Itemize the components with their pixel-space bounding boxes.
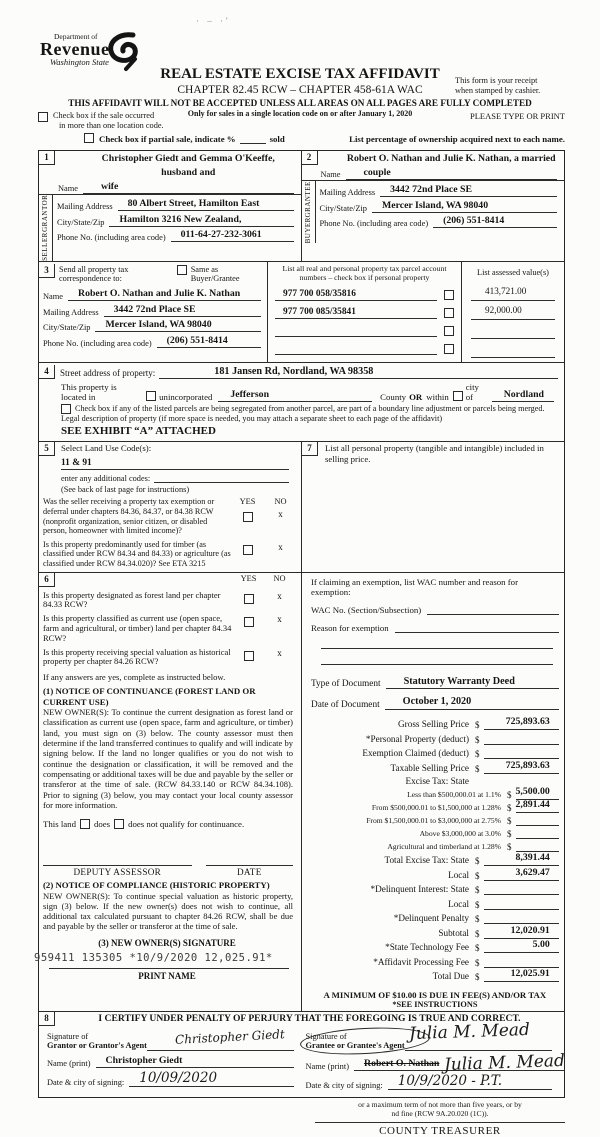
s6-q3-no-mark: x <box>277 647 282 658</box>
tax-label: Subtotal <box>438 927 469 938</box>
section-3 <box>39 261 564 362</box>
assessed-values <box>462 262 564 362</box>
section-8 <box>39 1011 564 1097</box>
dollar-sign: $ <box>475 856 480 867</box>
dollar-sign: $ <box>507 841 512 852</box>
perjury-statement: I CERTIFY UNDER PENALTY OF PERJURY THAT THE FOREGOING IS TRUE AND CORRECT. <box>98 1013 521 1025</box>
parcel-number: 977 700 058/35816 <box>275 288 437 301</box>
does-not-label: does not qualify for continuance. <box>128 819 245 830</box>
dollar-sign: $ <box>507 815 512 826</box>
see-instructions: *SEE INSTRUCTIONS <box>392 1000 478 1010</box>
s5-q2-no-mark: x <box>278 541 283 552</box>
seller-phone-value: 011-64-27-232-3061 <box>171 229 294 242</box>
street-address-value: 181 Jansen Rd, Nordland, WA 98358 <box>159 365 558 379</box>
s6-question-2: Is this property classified as current use (open space, farm and agricultural, or timber) land per chapter 84.34 RCW? <box>43 613 232 643</box>
checkbox-s6-q3-yes <box>244 651 254 661</box>
partial-sale-sold-label: sold <box>269 134 285 144</box>
logo-line1: Department of <box>54 32 98 41</box>
city-of-label: city of <box>465 381 479 402</box>
grantor-signature-handwriting: Christopher Giedt <box>174 1027 286 1047</box>
seller-side-label-2: GRANTOR <box>41 195 50 233</box>
s5-no-header: NO <box>274 497 287 507</box>
receipt-note-line2: when stamped by cashier. <box>455 86 541 95</box>
grantor-date-label: Date & city of signing: <box>47 1078 125 1088</box>
treasurer-line <box>315 1119 565 1123</box>
legal-description-label: Legal description of property (if more space is needed, you may attach a separate sheet to each page of the affidavit) <box>61 413 443 423</box>
tax-label: *Delinquent Interest: State <box>370 884 469 895</box>
correspondence-intro: Send all property tax correspondence to: <box>59 264 129 284</box>
logo-line2: Revenue <box>40 39 110 59</box>
deputy-assessor-line <box>43 855 192 866</box>
tax-label: Local <box>448 898 469 909</box>
notice-continuance-title: (1) NOTICE OF CONTINUANCE (FOREST LAND OR CURRENT USE) <box>43 686 256 707</box>
tax-label: Gross Selling Price <box>398 719 469 730</box>
dollar-sign: $ <box>475 885 480 896</box>
tax-computation-table <box>311 716 559 983</box>
tax-label: Less than $500,000.01 at 1.1% <box>407 789 501 799</box>
percent-sold-blank <box>240 134 266 144</box>
s5-q1-no-mark: x <box>278 509 283 520</box>
section-5-7 <box>39 441 564 571</box>
grantor-sig-label-1: Signature of <box>47 1031 89 1041</box>
tax-value: 725,893.63 <box>505 759 550 771</box>
tax-label: Taxable Selling Price <box>390 762 469 773</box>
section-1-number: 1 <box>39 151 55 165</box>
seller-side-label <box>39 195 53 261</box>
parcel-header-line2: numbers – check box if personal property <box>299 272 430 282</box>
corr-name-value: Robert O. Nathan and Julie K. Nathan <box>68 288 261 301</box>
dor-logo-text <box>40 32 110 67</box>
date-of-document-value: October 1, 2020 <box>385 696 559 710</box>
county-value: Jefferson <box>218 389 372 402</box>
tax-label: From $500,000.01 to $1,500,000 at 1.28% <box>371 802 501 812</box>
assessed-value: 413,721.00 <box>471 284 555 301</box>
dollar-sign: $ <box>475 720 480 731</box>
assessed-header: List assessed value(s) <box>477 267 549 277</box>
cashier-stamp: 959411 135305 *10/9/2020 12,025.91* <box>34 952 273 964</box>
or-label: OR <box>409 391 423 402</box>
additional-codes-label: enter any additional codes: <box>61 474 151 484</box>
type-of-document-value: Statutory Warranty Deed <box>386 676 559 690</box>
county-label: County <box>380 391 407 402</box>
tax-label: *State Technology Fee <box>385 942 469 953</box>
buyer-city-label: City/State/Zip <box>319 203 367 213</box>
checkbox-unincorporated <box>146 391 156 401</box>
section-6 <box>39 573 302 1012</box>
seller-phone-label: Phone No. (including area code) <box>57 233 166 242</box>
does-label: does <box>93 819 111 830</box>
tax-label: *Delinquent Penalty <box>393 913 469 924</box>
penalty-fragment-2: nd fine (RCW 9A.20.020 (1C)). <box>391 1108 489 1118</box>
checkbox-personal-property-3 <box>444 326 454 336</box>
checkbox-personal-property-2 <box>444 308 454 318</box>
print-name-label: PRINT NAME <box>138 970 196 981</box>
checkbox-same-as-buyer <box>177 265 187 275</box>
checkbox-s6-q1-yes <box>244 594 254 604</box>
tax-value: 8,391.44 <box>515 852 550 864</box>
section-5-number: 5 <box>39 442 55 456</box>
s5-question-1: Was the seller receiving a property tax exemption or deferral under chapters 84.36, 84.37, or 84.38 RCW (nonprofit organization, senior citizen, or disabled person, homeowner with limited income)? <box>43 497 215 536</box>
checkbox-partial-sale <box>84 133 94 143</box>
parcel-row <box>275 338 454 355</box>
grantee-sig-label-1: Signature of <box>305 1031 347 1041</box>
receipt-note-line1: This form is your receipt <box>455 76 538 85</box>
buyer-mailing-label: Mailing Address <box>319 188 376 197</box>
section-4 <box>39 362 564 442</box>
city-value: Nordland <box>492 389 554 402</box>
tax-value: 5,500.00 <box>515 785 550 797</box>
s6-q2-no-mark: x <box>277 614 282 625</box>
deputy-assessor-label: DEPUTY ASSESSOR <box>73 867 162 878</box>
deputy-date-label: DATE <box>236 867 262 878</box>
corr-city-label: City/State/Zip <box>43 323 91 333</box>
dollar-sign: $ <box>475 928 480 939</box>
checkbox-s5-q1-yes <box>243 512 253 522</box>
assessed-value: 92,000.00 <box>471 303 555 320</box>
corr-phone-value: (206) 551-8414 <box>157 335 261 348</box>
section-8-number: 8 <box>39 1012 55 1026</box>
seller-name-label: Name <box>58 184 78 193</box>
dollar-sign: $ <box>475 763 480 774</box>
buyer-side-label-2: GRANTEE <box>303 181 312 218</box>
corr-name-label: Name <box>43 292 63 302</box>
tax-label: *Affidavit Processing Fee <box>373 956 469 967</box>
reason-blank-2 <box>321 636 553 649</box>
parcel-row <box>275 302 454 319</box>
tax-label: Local <box>448 869 469 880</box>
tax-label: Total Excise Tax: State <box>384 855 469 866</box>
dollar-sign: $ <box>475 734 480 745</box>
corr-mailing-value: 3442 72nd Place SE <box>104 304 261 317</box>
s6-q1-no-mark: x <box>277 590 282 601</box>
buyer-phone-label: Phone No. (including area code) <box>319 219 429 228</box>
checkbox-s5-q2-yes <box>243 545 253 555</box>
street-address-label: Street address of property: <box>60 367 156 378</box>
dollar-sign: $ <box>507 789 512 800</box>
dollar-sign: $ <box>475 943 480 954</box>
seller-mailing-label: Mailing Address <box>57 202 113 211</box>
form-subtitle: CHAPTER 82.45 RCW – CHAPTER 458-61A WAC <box>177 84 423 96</box>
grantor-signature-block <box>41 1028 300 1093</box>
segregated-text: Check box if any of the listed parcels are being segregated from another parcel, are part of a boundary line adjustment or parcels being merged. <box>75 403 545 413</box>
buyer-name-label: Name <box>320 170 341 179</box>
section-1-2 <box>39 151 564 261</box>
form-title: REAL ESTATE EXCISE TAX AFFIDAVIT <box>160 66 440 82</box>
parcel-row <box>275 284 454 301</box>
grantee-signature-block <box>300 1019 566 1093</box>
parcel-number: 977 700 085/35841 <box>275 306 437 319</box>
buyer-mailing-value: 3442 72nd Place SE <box>380 184 557 197</box>
corr-phone-label: Phone No. (including area code) <box>43 338 152 348</box>
parcel-number <box>275 336 437 337</box>
section-7 <box>302 442 564 571</box>
qualify-pre: This land <box>43 819 76 830</box>
within-label: within <box>426 391 449 402</box>
s6-no-header: NO <box>273 573 286 583</box>
grantor-print-value: Christopher Giedt <box>96 1055 294 1068</box>
seller-name-line1: Christopher Giedt and Gemma O'Keeffe, husband and <box>101 153 275 178</box>
personal-property-text: List all personal property (tangible and intangible) included in selling price. <box>325 443 544 465</box>
parcel-number <box>275 354 437 355</box>
parcel-list <box>268 262 462 362</box>
dollar-sign: $ <box>475 957 480 968</box>
grantee-sig-label-2: Grantee or Grantee's Agent <box>305 1041 405 1051</box>
multi-location-line1: Check box if the sale occurred <box>53 111 155 120</box>
grantee-date-handwriting: 10/9/2020 - P.T. <box>397 1073 503 1090</box>
section-6-number: 6 <box>39 573 55 587</box>
wac-label: WAC No. (Section/Subsection) <box>311 604 422 615</box>
corr-city-value: Mercer Island, WA 98040 <box>95 319 261 332</box>
grantor-print-label: Name (print) <box>47 1059 91 1069</box>
partial-sale-row <box>84 133 565 144</box>
land-use-codes-value: 11 & 91 <box>61 457 289 470</box>
tax-value: 3,629.47 <box>515 866 550 878</box>
deputy-date-line <box>206 855 293 866</box>
section-7-number: 7 <box>302 442 318 456</box>
parcel-header-line1: List all real and personal property tax parcel account <box>282 263 447 273</box>
reason-label: Reason for exemption <box>311 622 389 633</box>
exemption-tax-column <box>302 573 565 1012</box>
buyer-city-value: Mercer Island, WA 98040 <box>372 200 557 213</box>
buyer-phone-value: (206) 551-8414 <box>433 215 557 228</box>
logo-line3: Washington State <box>50 57 109 67</box>
form-header <box>0 0 600 150</box>
see-back-note: (See back of last page for instructions) <box>61 485 190 495</box>
wac-blank <box>427 604 559 615</box>
form-notice: THIS AFFIDAVIT WILL NOT BE ACCEPTED UNLESS ALL AREAS ON ALL PAGES ARE FULLY COMPLETED <box>68 98 532 108</box>
penalty-fragment-1: or a maximum term of not more than five years, or by <box>358 1099 522 1109</box>
tax-label: *Personal Property (deduct) <box>365 733 469 744</box>
dollar-sign: $ <box>475 899 480 910</box>
dollar-sign: $ <box>475 749 480 760</box>
pencil-mark: · – ·' <box>196 16 231 26</box>
checkbox-segregated <box>61 404 71 414</box>
checkbox-does-not-qualify <box>114 819 124 829</box>
section-6-area <box>39 572 564 1012</box>
multi-location-line2: in more than one location code. <box>59 120 164 130</box>
tax-label: Exemption Claimed (deduct) <box>362 748 469 759</box>
legal-description-value: SEE EXHIBIT “A” ATTACHED <box>61 425 216 438</box>
checkbox-personal-property-1 <box>444 290 454 300</box>
reason-blank-3 <box>321 652 553 665</box>
section-5 <box>39 442 302 571</box>
seller-side-label-1: SELLER <box>41 232 50 261</box>
minimum-note: A MINIMUM OF $10.00 IS DUE IN FEE(S) AND/OR TAX <box>323 990 547 1001</box>
dollar-sign: $ <box>475 972 480 983</box>
buyer-name-line2: couple <box>346 166 558 180</box>
tax-label: Agricultural and timberland at 1.28% <box>387 841 501 851</box>
tax-value: 725,893.63 <box>505 716 550 728</box>
s6-yes-header: YES <box>240 573 257 583</box>
land-use-title: Select Land Use Code(s): <box>61 443 152 454</box>
located-in-label: This property is located in <box>61 381 117 402</box>
section-2-number: 2 <box>302 151 318 165</box>
type-of-document-label: Type of Document <box>311 679 381 690</box>
tax-value: 2,891.44 <box>515 798 550 810</box>
tax-row-total-due <box>311 968 559 983</box>
buyer-side-label <box>302 181 316 243</box>
buyer-side-label-1: BUYER <box>303 217 312 244</box>
corr-mailing-label: Mailing Address <box>43 307 99 317</box>
if-yes-note: If any answers are yes, complete as instructed below. <box>43 672 226 683</box>
grantor-sig-label-2: Grantor or Grantor's Agent <box>47 1041 147 1051</box>
seller-city-value: Hamilton 3216 New Zealand, <box>109 214 293 227</box>
additional-codes-blank <box>154 472 289 483</box>
seller-city-label: City/State/Zip <box>57 217 105 227</box>
section-3-number: 3 <box>39 264 55 278</box>
checkbox-city-of <box>453 391 463 401</box>
section-4-number: 4 <box>39 365 55 379</box>
assessed-value <box>471 322 555 339</box>
parcel-row <box>275 320 454 337</box>
correspondence-block <box>39 262 268 362</box>
section-2-buyer <box>302 151 565 261</box>
dollar-sign: $ <box>507 802 512 813</box>
notice-compliance-title: (2) NOTICE OF COMPLIANCE (HISTORIC PROPERTY) <box>43 880 270 891</box>
seller-mailing-value: 80 Albert Street, Hamilton East <box>118 198 294 211</box>
checkbox-does-qualify <box>80 819 90 829</box>
tax-value: 5.00 <box>532 939 550 951</box>
top-check-row <box>38 111 565 130</box>
grantee-signature-handwriting: Julia M. Mead <box>408 1019 530 1045</box>
please-type-or-print: PLEASE TYPE OR PRINT <box>469 111 565 121</box>
county-treasurer-label: COUNTY TREASURER <box>379 1124 501 1137</box>
dollar-sign: $ <box>507 828 512 839</box>
receipt-note <box>455 76 565 96</box>
same-as-buyer-label: Same as Buyer/Grantee <box>190 264 240 284</box>
partial-sale-label: Check box if partial sale, indicate % <box>99 134 236 144</box>
exemption-intro: If claiming an exemption, list WAC number and reason for exemption: <box>311 576 519 597</box>
dollar-sign: $ <box>475 870 480 881</box>
dollar-sign: $ <box>475 914 480 925</box>
s5-yes-header: YES <box>239 497 256 507</box>
checkbox-s6-q2-yes <box>244 617 254 627</box>
tax-label: Above $3,000,000 at 3.0% <box>419 828 501 838</box>
tax-label: Total Due <box>432 971 469 982</box>
s6-question-3: Is this property receiving special valuation as historical property per chapter 84.26 RCW? <box>43 646 231 667</box>
tax-value: 12,025.91 <box>510 968 550 980</box>
grantee-print-struck: Robert O. Nathan <box>364 1058 440 1070</box>
buyer-name-line1: Robert O. Nathan and Julie K. Nathan, a married <box>346 153 556 164</box>
s5-question-2: Is this property predominantly used for timber (as classified under RCW 84.34 and 84.33) or agriculture (as classified under RCW 84.34.020)? See ETA 3215 <box>43 539 231 568</box>
treasurer-block <box>315 1100 565 1137</box>
section-1-seller <box>39 151 302 261</box>
unincorporated-label: unincorporated <box>159 391 213 402</box>
notice-continuance-body: NEW OWNER(S): To continue the current designation as forest land or classification as current use (open space, farm and agriculture, or timber) land, you must sign on (3) below. The county assessor must then determine if the land transferred continues to qualify and will indicate by signing below. If the land no longer qualifies or you do not wish to continue the designation or classification, it will be removed and the compensating or additional taxes will be due and payable by the seller or transferor at the time of sale. (RCW 84.33.140 or RCW 84.34.108). Prior to signing (3) below, you may contact your local county assessor for more information. <box>43 707 293 810</box>
date-of-document-label: Date of Document <box>311 699 380 710</box>
tax-label: From $1,500,000.01 to $3,000,000 at 2.75% <box>366 815 501 825</box>
checkbox-personal-property-4 <box>444 344 454 354</box>
notice-compliance-body: NEW OWNER(S): To continue special valuation as historic property, sign (3) below. If the new owner(s) does not wish to continue, all additional tax calculated pursuant to chapter 84.26 RCW, shall be due and payable by the seller or transferor at the time of sale. <box>43 890 293 932</box>
ownership-note: List percentage of ownership acquired next to each name. <box>349 134 565 144</box>
grantee-print-label: Name (print) <box>305 1062 349 1072</box>
tax-value: 12,020.91 <box>510 924 550 936</box>
tax-label: Excise Tax: State <box>405 775 469 786</box>
tax-row-taxable <box>311 759 559 774</box>
reason-blank <box>395 622 559 633</box>
grantee-date-label: Date & city of signing: <box>305 1081 383 1091</box>
grantor-date-handwriting: 10/09/2020 <box>139 1070 218 1087</box>
form-only-for: Only for sales in a single location code on or after January 1, 2020 <box>187 109 413 118</box>
assessed-value <box>471 341 555 358</box>
checkbox-multi-location <box>38 112 48 122</box>
seller-name-line2: wife <box>83 180 294 194</box>
s6-question-1: Is this property designated as forest land per chapter 84.33 RCW? <box>43 589 221 610</box>
new-owner-signature-label: (3) NEW OWNER(S) SIGNATURE <box>98 937 236 948</box>
grantee-print-handwriting: Julia M. Mead <box>443 1050 566 1076</box>
